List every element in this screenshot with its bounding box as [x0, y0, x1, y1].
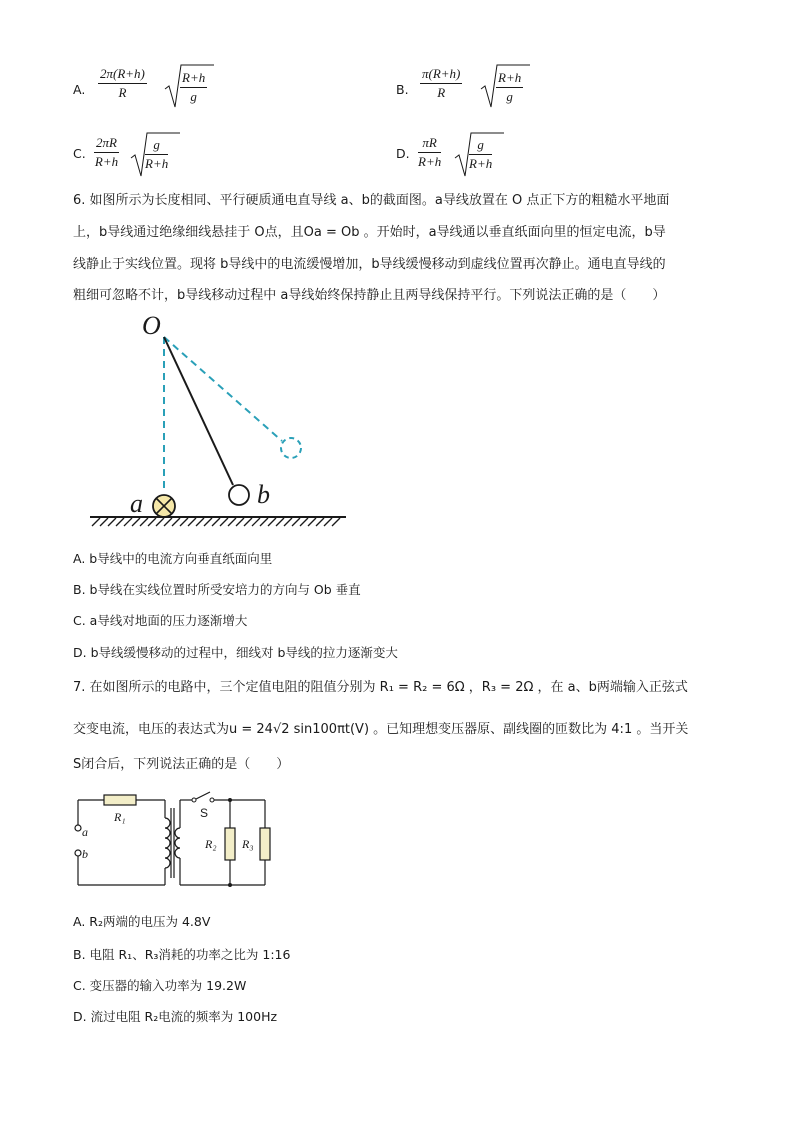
wire-b [229, 485, 249, 505]
fraction-numerator: 2πR [94, 135, 119, 153]
option-letter: C. [73, 146, 86, 161]
primary-coil [165, 818, 170, 868]
question-text-line: 线静止于实线位置。现将 b导线中的电流缓慢增加，b导线缓慢移动到虚线位置再次静止。通电直导线的 [73, 257, 666, 272]
question-text-line: 7. 在如图所示的电路中，三个定值电阻的阻值分别为 R₁ = R₂ = 6Ω ，R₃ = 2Ω ，在 a、b两端输入正弦式 [73, 680, 688, 695]
secondary-coil [175, 828, 180, 858]
junction-dot [228, 883, 232, 887]
label-O: O [142, 311, 161, 340]
dashed-thread-line [164, 337, 282, 441]
q7-circuit [70, 790, 280, 890]
option-letter: A. [73, 82, 86, 97]
option-d[interactable]: D. b导线缓慢移动的过程中，细线对 b导线的拉力逐渐变大 [73, 645, 398, 660]
option-b[interactable]: B. b导线在实线位置时所受安培力的方向与 Ob 垂直 [73, 582, 361, 597]
option-letter: D. [396, 146, 410, 161]
fraction [94, 135, 119, 170]
fraction [418, 135, 441, 170]
question-text-line: 交变电流，电压的表达式为u = 24√2 sin100πt(V) 。已知理想变压器原、副线圈的匝数比为 4:1 。当开关 [73, 722, 689, 737]
radical-numerator: g [145, 137, 168, 155]
option-c[interactable]: C. 变压器的输入功率为 19.2W [73, 978, 247, 993]
radical-denominator: g [506, 89, 513, 104]
terminal-b [75, 850, 81, 856]
resistor-r3 [260, 828, 270, 860]
question-text-line: 6. 如图所示为长度相同、平行硬质通电直导线 a、b的截面图。a导线放置在 O 点正下方的粗糙水平地面 [73, 193, 670, 208]
resistor-r2 [225, 828, 235, 860]
fraction-numerator: π(R+h) [420, 66, 462, 84]
option-a[interactable]: A. b导线中的电流方向垂直纸面向里 [73, 551, 273, 566]
q6-figure [80, 305, 360, 535]
switch-contact [210, 798, 214, 802]
label-b: b [257, 480, 270, 509]
resistor-r1 [104, 795, 136, 805]
label-a: a [130, 489, 143, 518]
radical-numerator: R+h [496, 70, 523, 88]
radical-numerator: g [469, 137, 492, 155]
label-r2: R₂ [205, 837, 217, 851]
fraction-denominator: R+h [94, 154, 119, 169]
fraction-denominator: R [118, 85, 127, 100]
question-text-line: S闭合后，下列说法正确的是（ ） [73, 757, 290, 772]
label-s: S [200, 806, 209, 820]
radical-denominator: g [190, 89, 197, 104]
junction-dot [228, 798, 232, 802]
radical-numerator: R+h [180, 70, 207, 88]
question-text-line: 上，b导线通过绝缘细线悬挂于 O点，且Oa = Ob 。开始时，a导线通以垂直纸面向里的恒定电流，b导 [73, 225, 666, 240]
option-c[interactable]: C. a导线对地面的压力逐渐增大 [73, 613, 248, 628]
thread-line [164, 337, 233, 485]
label-r3: R₃ [242, 837, 254, 851]
fraction-denominator: R [437, 85, 446, 100]
question-text-line: 粗细可忽略不计，b导线移动过程中 a导线始终保持静止且两导线保持平行。下列说法正确的是（ ） [73, 288, 666, 303]
label-r1: R₁ [114, 810, 126, 824]
radical-fraction [469, 137, 492, 172]
fraction-denominator: R+h [418, 154, 442, 169]
fraction-numerator: πR [418, 135, 441, 153]
option-letter: B. [396, 82, 409, 97]
option-a[interactable]: A. R₂两端的电压为 4.8V [73, 914, 211, 929]
label-a: a [82, 825, 88, 839]
ground-hatching [92, 518, 340, 526]
fraction-numerator: 2π(R+h) [98, 66, 147, 84]
option-d[interactable]: D. 流过电阻 R₂电流的频率为 100Hz [73, 1009, 278, 1024]
radical-fraction [145, 137, 168, 172]
radical-fraction [496, 70, 523, 105]
terminal-a [75, 825, 81, 831]
fraction [420, 66, 462, 101]
radical-denominator: R+h [469, 156, 493, 171]
radical-denominator: R+h [145, 156, 169, 171]
radical-fraction [180, 70, 207, 105]
wire-b-final-position [281, 438, 301, 458]
label-b: b [82, 847, 88, 861]
option-b[interactable]: B. 电阻 R₁、R₃消耗的功率之比为 1:16 [73, 947, 291, 962]
switch-blade [194, 792, 210, 800]
fraction [98, 66, 147, 101]
switch-contact [192, 798, 196, 802]
